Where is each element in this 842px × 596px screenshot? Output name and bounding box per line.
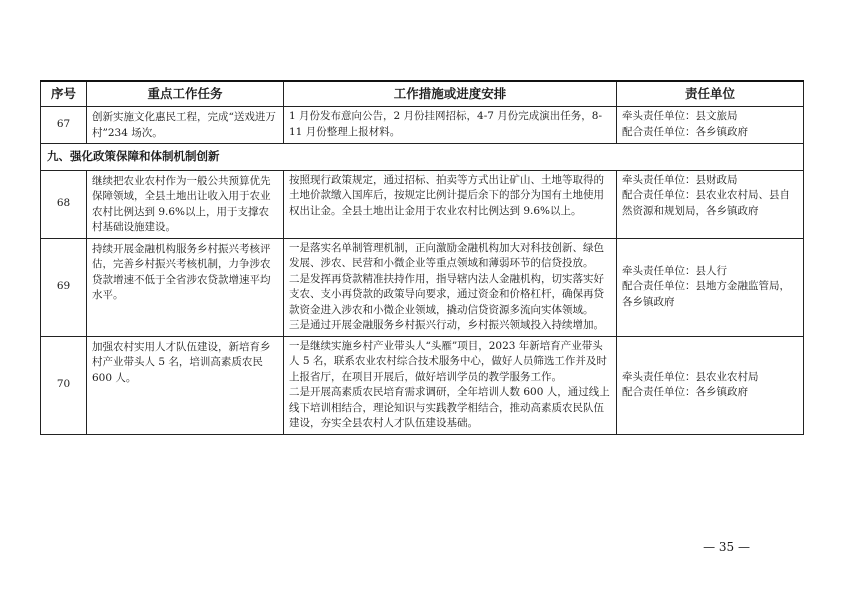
row-measures xyxy=(284,336,617,434)
lead-unit: 牵头责任单位：县人行 xyxy=(622,264,727,277)
row-measures xyxy=(284,107,617,144)
table-row xyxy=(41,170,804,238)
measure-paragraph: 一是落实名单制管理机制，正向激励金融机构加大对科技创新、绿色发展、涉农、民营和小微企业等重点领域和薄弱环节的信贷投放。 xyxy=(289,241,604,269)
measure-paragraph: 二是开展高素质农民培育需求调研，全年培训人数 600 人，通过线上线下培训相结合，理论知识与实践教学相结合，推动高素质农民队伍建设，夯实全县农村人才队伍建设基础。 xyxy=(289,386,610,429)
section-row xyxy=(41,144,804,171)
row-responsible-units xyxy=(617,107,804,144)
row-serial: 70 xyxy=(41,336,87,434)
row-task: 创新实施文化惠民工程，完成“送戏进万村”234 场次。 xyxy=(87,107,284,144)
row-responsible-units xyxy=(617,170,804,238)
header-task: 重点工作任务 xyxy=(87,81,284,107)
lead-unit: 牵头责任单位：县文旅局 xyxy=(622,110,738,122)
row-task: 继续把农业农村作为一般公共预算优先保障领域，全县土地出让收入用于农业农村比例达到 9.6%以上，用于支撑农村基础设施建设。 xyxy=(87,170,284,238)
row-task: 加强农村实用人才队伍建设，新培育乡村产业带头人 5 名，培训高素质农民 600 人。 xyxy=(87,336,284,434)
row-measures xyxy=(284,170,617,238)
lead-unit: 牵头责任单位：县农业农村局 xyxy=(622,370,759,383)
header-measures: 工作措施或进度安排 xyxy=(284,81,617,107)
measure-paragraph: 一是继续实施乡村产业带头人“头雁”项目，2023 年新培育产业带头人 5 名，联系农业农村综合技术服务中心，做好人员筛选工作并及时上报省厅，在项目开展后，做好培训学员的教学服务工作。 xyxy=(289,339,607,383)
header-responsible-unit: 责任单位 xyxy=(617,81,804,107)
table-row xyxy=(41,336,804,434)
cooperating-unit: 配合责任单位：县地方金融监管局，各乡镇政府 xyxy=(622,280,790,308)
work-plan-table xyxy=(40,80,804,435)
table-row xyxy=(41,238,804,336)
row-responsible-units xyxy=(617,238,804,336)
table-header-row xyxy=(41,81,804,107)
row-serial: 68 xyxy=(41,170,87,238)
row-serial: 69 xyxy=(41,238,87,336)
cooperating-unit: 配合责任单位：各乡镇政府 xyxy=(622,386,748,398)
cooperating-unit: 配合责任单位：各乡镇政府 xyxy=(622,125,748,138)
row-measures xyxy=(284,238,617,336)
cooperating-unit: 配合责任单位：县农业农村局、县自然资源和规划局，各乡镇政府 xyxy=(622,189,790,217)
measure-paragraph: 三是通过开展金融服务乡村振兴行动，乡村振兴领域投入持续增加。 xyxy=(289,319,604,331)
measure-paragraph: 按照现行政策规定，通过招标、拍卖等方式出让矿山、土地等取得的土地价款缴入国库后，按规定比例计提后余下的部分为国有土地使用权出让金。全县土地出让金用于农业农村比例达到 9.6%以上。 xyxy=(289,173,604,217)
header-serial: 序号 xyxy=(41,81,87,107)
table-row xyxy=(41,107,804,144)
measure-paragraph: 1 月份发布意向公告，2 月份挂网招标，4-7 月份完成演出任务，8-11 月份整理上报材料。 xyxy=(289,110,603,138)
row-serial: 67 xyxy=(41,107,87,144)
row-responsible-units xyxy=(617,336,804,434)
section-title: 九、强化政策保障和体制机制创新 xyxy=(41,144,804,171)
measure-paragraph: 二是发挥再贷款精准扶持作用，指导辖内法人金融机构，切实落实好支农、支小再贷款的政策导向要求，通过资金和价格杠杆，确保再贷款资金进入涉农和小微企业领域，撬动信贷资源多流向实体领域。 xyxy=(289,272,604,316)
page-number: — 35 — xyxy=(703,540,750,554)
row-task: 持续开展金融机构服务乡村振兴考核评估，完善乡村振兴考核机制，力争涉农贷款增速不低于全省涉农贷款增速平均水平。 xyxy=(87,238,284,336)
lead-unit: 牵头责任单位：县财政局 xyxy=(622,173,738,186)
